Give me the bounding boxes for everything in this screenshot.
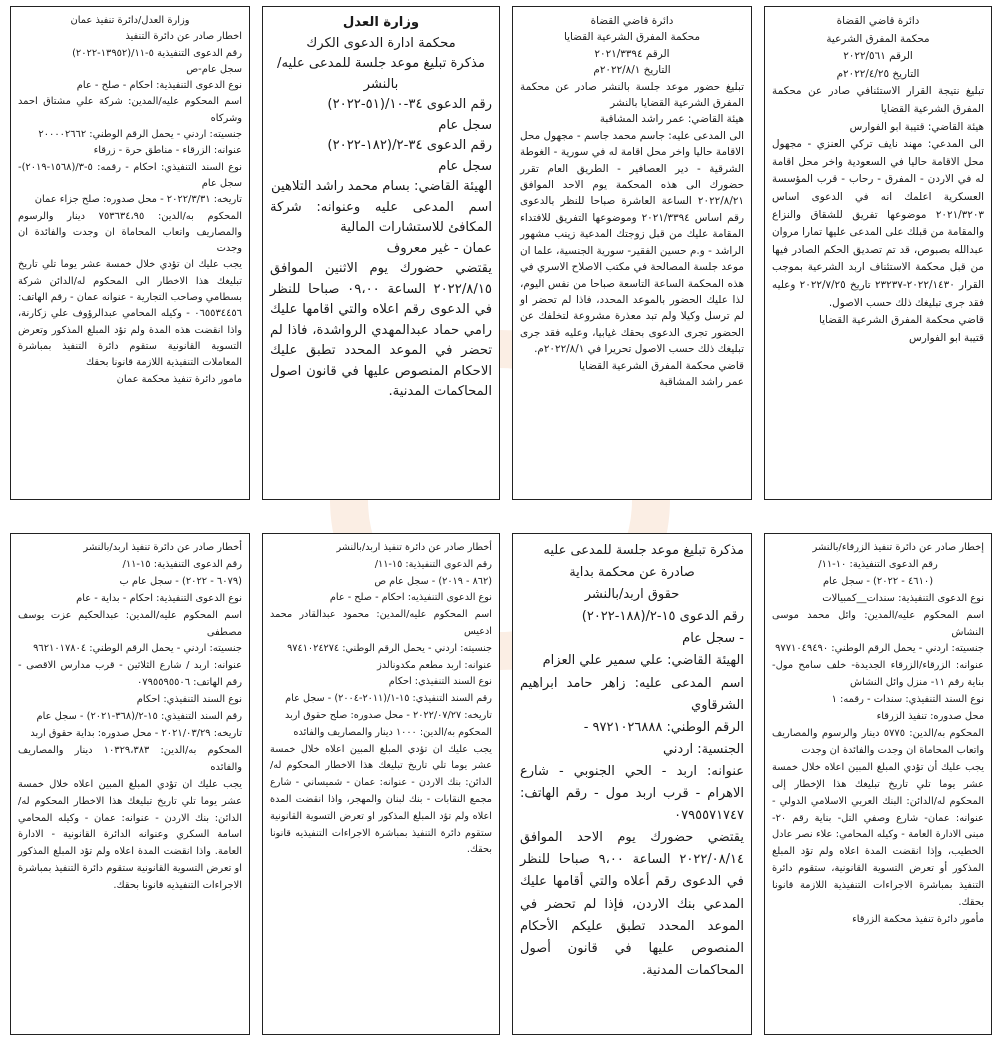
debtor-address: عنوانه: اربد / شارع الثلاثين - قرب مدارس الاقصى - رقم الهاتف: ٠٧٩٥٥٩٥٥٠٦ — [18, 660, 242, 689]
case-number-cont: (٤٦١٠ - ٢٠٢٢) - سجل عام — [822, 575, 934, 587]
notice-header: وزارة العدل — [342, 15, 420, 30]
notice-irbid-execution-b — [10, 533, 250, 1035]
instrument-number: رقم السند التنفيذي: ١٥-٢/(٣٦٨-٢٠٢١) - سجل عام — [36, 711, 242, 723]
debtor-address: عنوانه: اربد مطعم مكدونالدز — [377, 659, 492, 671]
judge-panel: الهيئة القاضي: علي سمير علي العزام — [542, 653, 744, 669]
judgment-amount: المحكوم به/الدين: ٧٥٣٦٣٤،٩٥ دينار والرسوم والمصاريف واتعاب المحاماة ان وجدت والفائدة ان وجدت — [18, 210, 243, 255]
instrument-origin: محل صدوره: تنفيذ الزرقاء — [876, 711, 984, 723]
case-number-2: رقم الدعوى ٣٤-٢/(١٨٢-٢٠٢٢) — [327, 138, 492, 153]
judgment-amount: المحكوم به/الدين: ٥٧٧٥ دينار والرسوم والمصاريف واتعاب المحاماة ان وجدت والفائدة ان وجدت — [772, 727, 984, 756]
notice-zarqa-execution — [764, 533, 992, 1035]
instrument-type: نوع السند التنفيذي: سندات - رقمه: ١ — [831, 694, 984, 706]
court-name: محكمة المفرق الشرعية — [826, 32, 930, 45]
notice-header: مذكرة تبليغ موعد جلسة للمدعى عليه — [543, 543, 744, 558]
signature-title: مأمور دائرة تنفيذ محكمة الزرقاء — [852, 913, 984, 925]
debtor-nationality: جنسيته: اردني - يحمل الرقم الوطني: ٩٧٤١٠٢٤٢٧٤ — [287, 642, 492, 654]
debtor-nationality: جنسيته: اردني - يحمل الرقم الوطني: ٩٦٢١٠١٧٨٠٤ — [33, 643, 242, 655]
instrument-type: نوع السند التنفيذي: احكام — [388, 676, 492, 688]
notice-body: يجب عليك ان تؤدي المبلغ المبين اعلاه خلال خمسة عشر يوما تلي تاريخ تبليغك هذا الاخطار المحكوم له/الدائن: بنك الاردن - عنوانه: عمان - شميساني - شارع مجمع النقابات - بنك لبنان والمهجر، واذا انقضت المدة اعلاه ولم تؤد المبلغ المذكور او تعرض التسوية القانونية ستقوم دائرة التنفيذ بمباشرة الاجراءات التنفيذيه قانونا بحقك. — [270, 743, 492, 856]
debtor-name: اسم المحكوم عليه/المدين: عبدالحكيم عزت يوسف مصطفى — [18, 609, 242, 638]
case-number: رقم الدعوى التنفيذية ٥-١١/(١٣٩٥٢-٢٠٢٢) — [72, 47, 242, 59]
notice-header: أخطار صادر عن دائرة تنفيذ اربد/بالنشر — [336, 542, 492, 553]
national-id: الرقم الوطني: ٩٧٢١٠٢٦٨٨٨ - — [583, 719, 744, 735]
judgment-amount: المحكوم به/الدين: ١٠٠٠ دينار والمصاريف والفائده — [293, 726, 492, 738]
defendant-address: عنوانه: اربد - الحي الجنوبي - شارع الاهرام - قرب اربد مول - رقم الهاتف: ٠٧٩٥٥٧١٧٤٧ — [520, 763, 744, 824]
debtor-nationality: جنسيته: اردني - يحمل الرقم الوطني: ٩٧٧١٠٤٩٤٩٠ — [775, 643, 984, 655]
instrument-number: رقم السند التنفيذي: ١٥-١/(٢٠١١-٢٠٠٤) - سجل عام — [285, 693, 492, 705]
case-number: رقم الدعوى التنفيذية: ١٠-١١/ — [818, 558, 938, 570]
case-type: نوع الدعوى التنفيذية: احكام - صلح - عام — [76, 80, 242, 92]
debtor-name: اسم المحكوم عليه/المدين: وائل محمد موسى النشاش — [772, 609, 984, 638]
signature-title: قاضي محكمة المفرق الشرعية القضايا — [578, 359, 744, 372]
case-type: نوع الدعوى التنفيذيه: احكام - صلح - عام — [329, 592, 492, 604]
notice-header: أخطار صادر عن دائرة تنفيذ اربد/بالنشر — [83, 542, 242, 553]
notice-body: يجب عليك ان تؤدي خلال خمسة عشر يوما تلي تاريخ تبليغك هذا الاخطار الى المحكوم له/الدائن شركة بسطامي وصاحب التجارية - عنوانه عمان - رقم الهاتف: ٠٦٥٥٣٤٤٥٦ - وكيله المحامي عبدالرؤوف علي زكارنة، واذا انقضت هذه المدة ولم تؤد المبلغ المذكور وتعرض التسوية القانونية ستقوم دائرة التنفيذ بمباشرة المعاملات التنفيذية اللازمة قانونا بحقك — [18, 259, 242, 369]
reference-number: الرقم ٢٠٢٢/٥٦١ — [843, 50, 913, 63]
notice-date: التاريخ ٢٠٢٢/٤/٢٥م — [836, 67, 920, 80]
debtor-name: اسم المحكوم عليه/المدين: محمود عبدالقادر محمد ادعيس — [270, 609, 492, 637]
court-name: صادرة عن محكمة بداية — [569, 565, 695, 581]
notice-date: التاريخ ٢٠٢٢/٨/١م — [593, 64, 671, 77]
notice-mafraq-appeal-result — [764, 6, 992, 500]
instrument-date: تاريخه: ٢٠٢١/٠٣/٢٩ - محل صدوره: بداية حقوق اربد — [30, 727, 242, 739]
reference-number: الرقم ٢٠٢١/٣٣٩٤ — [594, 47, 670, 60]
notice-karak-case-management — [262, 6, 500, 500]
case-number: رقم الدعوى ٣٤-١٠/(٥١-٢٠٢٢) — [327, 97, 492, 112]
notice-body: يقتضي حضورك يوم الاثنين الموافق ٢٠٢٢/٨/١٥ الساعة ٠٩،٠٠ صباحا للنظر في الدعوى رقم اعلاه والتي اقامها عليك رامي حماد عبدالمهدي الرواشدة، فاذا لم تحضر في الموعد المحدد تطبق عليك الاحكام المنصوص عليها في قانون اصول المحاكمات المدنية. — [270, 261, 492, 399]
debtor-address: عنوانه: الزرقاء/الزرقاء الجديدة- خلف سامح مول- بناية رقم ١١- منزل وائل النشاش — [772, 660, 984, 689]
case-number-cont: (٦٠٧٩ - ٢٠٢٢) - سجل عام ب — [119, 575, 242, 587]
notice-title: مذكرة تبليغ موعد جلسة للمدعى عليه/ بالنشر — [277, 56, 485, 92]
notice-body: يجب عليك ان تؤدي المبلغ المبين اعلاه خلال خمسة عشر يوما تلي تاريخ تبليغك هذا الاخطار المحكوم له/الدائن: بنك الاردن - عنوانه: عمان - وكيله المحامي اسامة السكري وعنوانه الدائرة القانونية - الادارة العامة. واذا انقضت المدة اعلاه ولم تؤد المبلغ المذكور او تعرض التسوية القانونية ستقوم دائرة التنفيذ بمباشرة الاجراءات التنفيذيه قانونا بحقك. — [18, 778, 242, 892]
judge-panel: الهيئة القاضي: بسام محمد راشد التلاهين — [270, 179, 492, 194]
register-label: سجل عام — [438, 117, 492, 133]
notice-title: تبليغ حضور موعد جلسة بالنشر صادر عن محكمة المفرق الشرعية القضايا بالنشر — [520, 80, 744, 110]
defendant-address: عمان - غير معروف — [386, 240, 492, 256]
notice-body: يجب عليك أن تؤدي المبلغ المبين اعلاه خلال خمسة عشر يوما تلي تاريخ تبليغك هذا الإخطار إلى المحكوم له/الدائن: البنك العربي الاسلامي الدولي - عنوانه: عمان- شارع وصفي التل- بناية رقم ٢٠- مبنى الادارة العامة - وكيله المحامي: علاء نصر عادل الخطيب، وإذا انقضت المدة اعلاه ولم تؤد المبلغ المذكور أو تعرض التسوية القانونية، ستقوم دائرة التنفيذ بمباشرة الاجراءات التنفيذية اللازمة قانونا بحقك. — [772, 761, 984, 909]
register-label: سجل عام-ص — [186, 63, 242, 75]
signature-title: قاضي محكمة المفرق الشرعية القضايا — [818, 314, 984, 327]
defendant-name: اسم المدعى عليه: زاهر حامد ابراهيم الشرقاوي — [520, 675, 744, 713]
debtor-name: اسم المحكوم عليه/المدين: شركة علي مشتاق احمد وشركاه — [18, 96, 242, 124]
instrument-date: تاريخه: ٢٠٢٢/٣/٣١ - محل صدوره: صلح جزاء عمان — [34, 194, 242, 206]
debtor-address: عنوانه: الزرقاء - مناطق حرة - زرقاء — [93, 145, 242, 157]
notice-title: اخطار صادر عن دائرة التنفيذ — [125, 31, 242, 43]
case-number: رقم الدعوى التنفيذية: ١٥-١١/ — [374, 558, 492, 570]
notice-header: دائرة قاضي القضاة — [836, 15, 920, 27]
signature-name: عمر راشد المشاقبة — [659, 375, 744, 388]
debtor-nationality: جنسيته: اردني - يحمل الرقم الوطني: ٢٠٠٠٠٢٦٦٢ — [38, 129, 242, 141]
register-label: - سجل عام — [682, 631, 744, 647]
case-type: نوع الدعوى التنفيذية: سندات__كمبيالات — [822, 592, 984, 604]
instrument-type: نوع السند التنفيذي: احكام - رقمه: ٥-٣/(١٥٦٨-٢٠١٩)-سجل عام — [18, 161, 242, 189]
notice-mafraq-hearing — [512, 6, 752, 500]
judge-panel: هيئة القاضي: قتيبة ابو الفوارس — [849, 120, 984, 133]
notice-body: الى المدعى عليه: جاسم محمد جاسم - مجهول محل الاقامة حاليا واخر محل اقامة له في سورية - الغوطة الشرقية - دير العصافير - الطريق العام تقرر حضورك الى هذه المحكمة يوم الاحد الموافق ٢٠٢٢/٨/٢١ الساعة العاشرة صباحا للنظر بالدعوى رقم اساس ٢٠٢١/٣٣٩٤ وموضوعها التفريق للافتداء المقامة عليك من قبل زوجتك المدعية زينب مشهور الراشد - و.م حسين الفقير- سورية الجنسية، علما ان موعد جلسة المصالحة في مكتب الاصلاح الاسري في هذه المحكمة الساعة التاسعة صباحا من نفس اليوم، لذا عليك الحضور بالموعد المحدد، فاذا لم تحضر او لم ترسل وكيلا ولم تبد معذرة مشروعة لتخلفك عن الحضور تجرى الدعوى بحقك غيابيا، وعليه فقد جرى تبليغك ذلك حسب الاصول تحريرا في ٢٠٢٢/٨/١م. — [520, 129, 744, 356]
instrument-date: تاريخه: ٢٠٢٢/٠٧/٢٧ - محل صدوره: صلح حقوق اربد — [285, 709, 492, 721]
notice-irbid-execution-a — [262, 533, 500, 1035]
notice-amman-execution — [10, 6, 250, 500]
case-number: رقم الدعوى التنفيذية: ١٥-١١/ — [122, 558, 242, 570]
case-number-cont: (٨٦٢ - ٢٠١٩) - سجل عام ص — [374, 575, 492, 587]
judge-panel: هيئة القاضي: عمر راشد المشاقبة — [599, 113, 744, 126]
notice-header: دائرة قاضي القضاة — [590, 15, 674, 27]
judgment-amount: المحكوم به/الدين: ١٠٣٢٩،٣٨٣ دينار والمصاريف والفائده — [18, 744, 242, 773]
signature-title: مامور دائرة تنفيذ محكمة عمان — [116, 373, 242, 385]
notice-header: إخطار صادر عن دائرة تنفيذ الزرقاء/بالنشر — [812, 542, 984, 553]
register-label-2: سجل عام — [438, 158, 492, 174]
notice-irbid-first-instance — [512, 533, 752, 1035]
case-type: نوع الدعوى التنفيذية: احكام - بداية - عام — [76, 592, 242, 604]
court-name: محكمة المفرق الشرعية القضايا — [563, 31, 701, 44]
case-number: رقم الدعوى ١٥-٢/(١٨٨-٢٠٢٢) — [581, 609, 744, 625]
court-name: محكمة ادارة الدعوى الكرك — [306, 35, 456, 51]
notice-title: تبليغ نتيجة القرار الاستئنافي صادر عن محكمة المفرق الشرعية القضايا — [772, 85, 984, 115]
notice-header: وزارة العدل/دائرة تنفيذ عمان — [70, 15, 190, 26]
notice-body: يقتضي حضورك يوم الاحد الموافق ٢٠٢٢/٠٨/١٤ الساعة ٩،٠٠ صباحا للنظر في الدعوى رقم أعلاه والتي أقامها عليك المدعي بنك الاردن، فإذا لم تحضر في الموعد المحدد تطبق عليكم الأحكام المنصوص عليها في قانون أصول المحاكمات المدنية. — [520, 830, 744, 978]
signature-name: قتيبة ابو الفوارس — [909, 331, 984, 344]
instrument-type: نوع السند التنفيذي: احكام — [136, 694, 242, 706]
nationality: الجنسية: اردني — [662, 741, 744, 757]
court-name-cont: حقوق اربد/بالنشر — [584, 587, 680, 603]
defendant-name: اسم المدعى عليه وعنوانه: شركة المكافئ للاستشارات المالية — [270, 199, 492, 235]
notice-body: الى المدعي: مهند نايف تركي العنزي - مجهول محل الاقامة حاليا في السعودية واخر محل اقامة له في الاردن - المفرق - رحاب - قرب المؤسسة العسكرية اعلمك انه في الدعوى اساس ٢٠٢١/٣٢٠٣ موضوعها تفريق للشقاق والنزاع والمقامة من قبلك على المدعى عليها تمارا مروان عبدالله بصبوص، قد تم تصديق الحكم الصادر فيها من قبل محكمة الاستئناف اربد الشرعية بموجب القرار ٢٠٢٢/١٤٣٠-٢٣٢٣٧ تاريخ ٢٠٢٢/٧/٢٥ وعليه فقد جرى تبليغك ذلك حسب الاصول. — [772, 138, 985, 309]
